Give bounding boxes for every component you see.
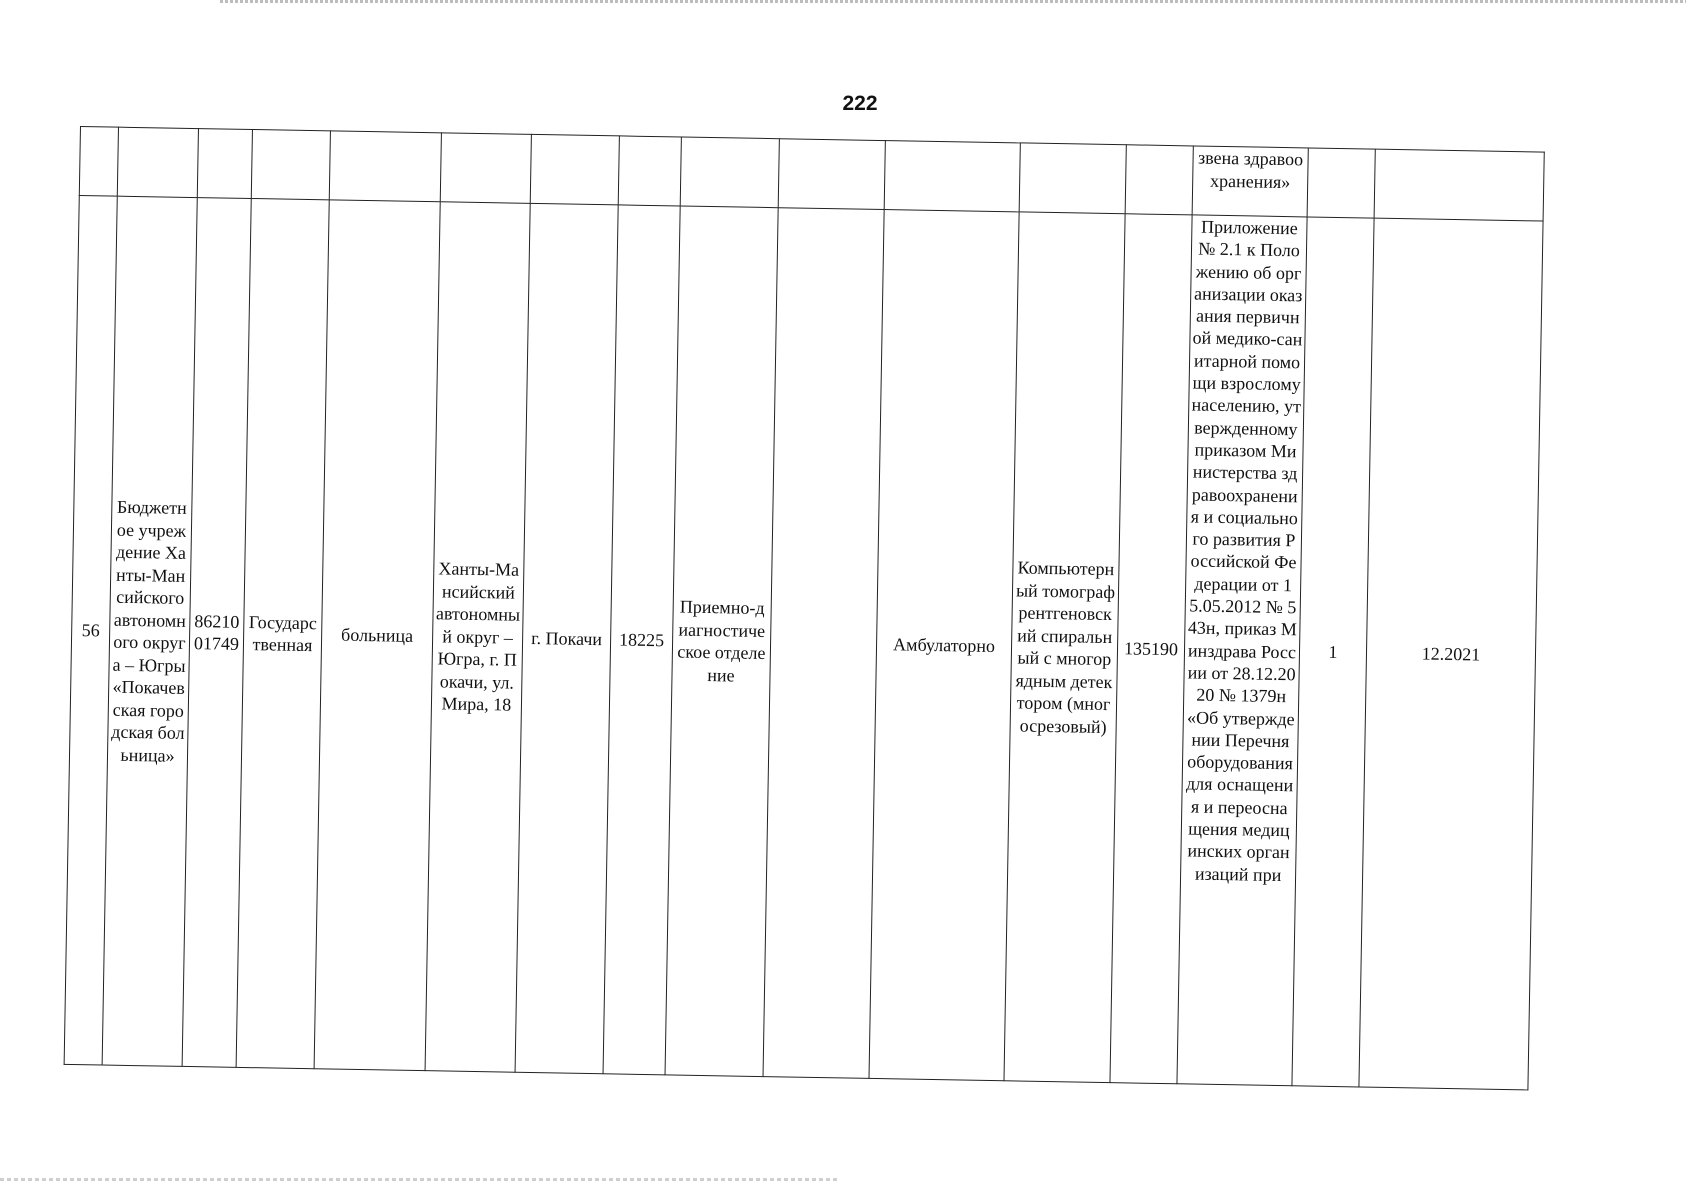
cell-equipment-code: 135190	[1110, 214, 1192, 1084]
cell-organization-name: Бюджетное учреждение Ханты-Мансийского автономного округа – Югры «Покачевская городская больница»	[102, 196, 197, 1066]
cell-empty	[117, 127, 198, 197]
cell-address: Ханты-Мансийский автономный округ – Югра, г. Покачи, ул.Мира, 18	[425, 202, 530, 1072]
cell-empty	[680, 137, 779, 208]
register-sheet	[64, 126, 1544, 1091]
cell-empty	[1125, 145, 1193, 215]
cell-empty	[618, 136, 681, 206]
table-row	[64, 195, 1543, 1089]
cell-ownership-form: Государственная	[236, 198, 329, 1068]
cell-document-continuation: звена здравоохранения»	[1192, 146, 1308, 217]
cell-empty	[778, 139, 885, 210]
cell-empty	[1307, 148, 1375, 218]
cell-empty	[530, 134, 619, 205]
cell-empty	[197, 129, 252, 199]
cell-empty	[79, 127, 118, 197]
cell-locality-code: 18225	[603, 205, 680, 1075]
cell-empty	[884, 141, 1020, 212]
cell-organization-code: 8621001749	[182, 198, 251, 1068]
cell-care-conditions: Амбулаторно	[869, 210, 1019, 1081]
register-table	[64, 126, 1545, 1090]
cell-department: Приемно-диагностическое отделение	[665, 206, 778, 1077]
cell-equipment-name: Компьютерный томограф рентгеновский спиральный с многорядным детектором (многосрезовый)	[1004, 212, 1125, 1083]
cell-organization-type: больница	[314, 200, 440, 1071]
cell-locality: г. Покачи	[515, 203, 618, 1073]
cell-empty	[1019, 143, 1126, 214]
cell-empty	[763, 208, 884, 1079]
page-number: 222	[842, 92, 878, 115]
cell-empty	[440, 133, 531, 204]
cell-empty	[251, 130, 330, 200]
cell-empty	[1374, 149, 1544, 221]
scan-edge-bottom	[0, 1178, 840, 1181]
scan-edge-top	[220, 0, 1686, 3]
cell-date: 12.2021	[1359, 218, 1543, 1090]
cell-quantity: 1	[1292, 217, 1374, 1087]
cell-empty	[329, 131, 441, 202]
cell-legal-basis: Приложение № 2.1 к Положению об организации оказания первичной медико-санитарной помощи взрослому населению, утвержденному приказом Министерства здравоохранения и социального развития Российской Федерации от 15.05.2012 № 543н, приказ Минздрава России от 28.12.2020 № 1379н «Об утверждении Перечня оборудования для оснащения и переоснащения медицинских организаций при	[1177, 215, 1307, 1086]
cell-row-index: 56	[64, 195, 117, 1065]
